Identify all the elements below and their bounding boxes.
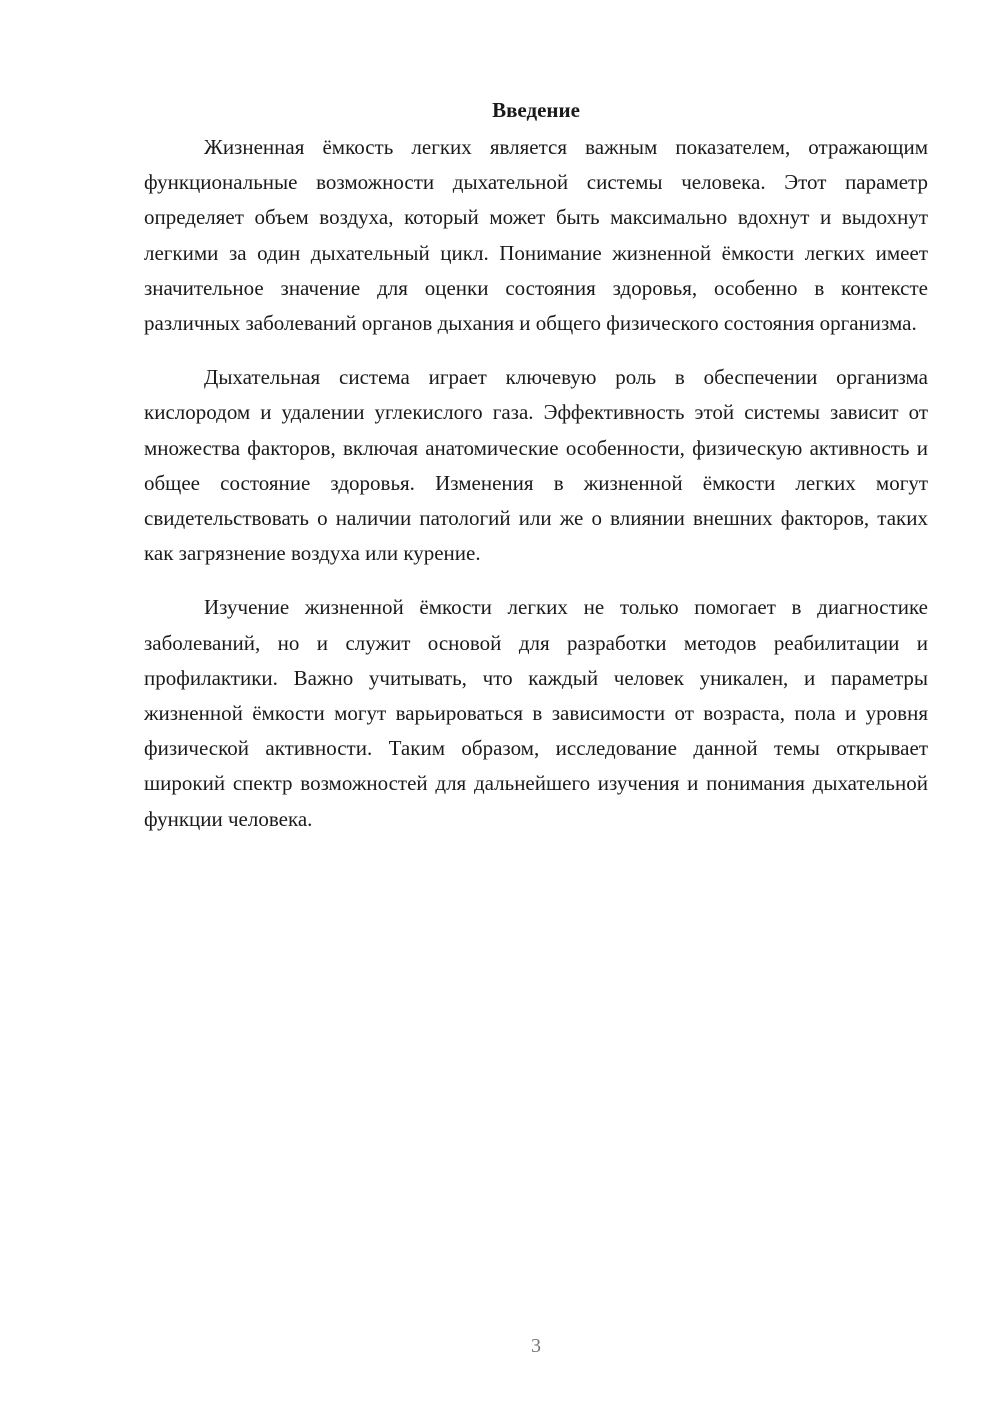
section-heading: Введение	[492, 98, 580, 122]
paragraph-3: Изучение жизненной ёмкости легких не только помогает в диагностике заболеваний, но и служит основой для разработки методов реабилитации и профилактики. Важно учитывать, что каждый человек уникален, и параметры жизненной ёмкости могут варьироваться в зависимости от возраста, пола и уровня физической активности. Таким образом, исследование данной темы открывает широкий спектр возможностей для дальнейшего изучения и понимания дыхательной функции человека.	[144, 595, 928, 831]
document-body	[144, 92, 928, 856]
paragraph-1: Жизненная ёмкость легких является важным показателем, отражающим функциональные возможности дыхательной системы человека. Этот параметр определяет объем воздуха, который может быть максимально вдохнут и выдохнут легкими за один дыхательный цикл. Понимание жизненной ёмкости легких имеет значительное значение для оценки состояния здоровья, особенно в контексте различных заболеваний органов дыхания и общего физического состояния организма.	[144, 135, 928, 336]
paragraph-2: Дыхательная система играет ключевую роль в обеспечении организма кислородом и удалении углекислого газа. Эффективность этой системы зависит от множества факторов, включая анатомические особенности, физическую активность и общее состояние здоровья. Изменения в жизненной ёмкости легких могут свидетельствовать о наличии патологий или же о влиянии внешних факторов, таких как загрязнение воздуха или курение.	[144, 365, 928, 566]
page-number: 3	[531, 1335, 541, 1357]
